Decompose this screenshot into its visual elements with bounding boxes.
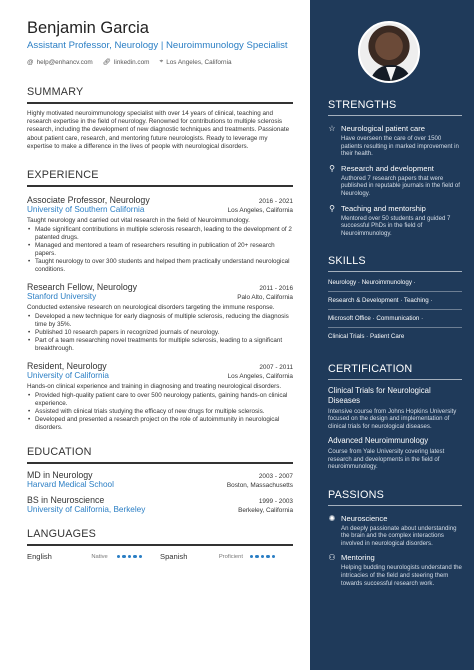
job-bullet: • Taught neurology to over 300 students and helped them practically understand neurological conditions.: [35, 258, 293, 274]
language-proficiency-dots: [117, 555, 142, 558]
job-location: Los Angeles, California: [227, 207, 293, 215]
proficiency-dot: [139, 555, 142, 558]
avatar: [358, 21, 420, 83]
job-location: Palo Alto, California: [237, 294, 293, 302]
strength-desc: Mentored over 50 students and guided 7 successful PhDs in the field of Neuroimmunology.: [341, 214, 451, 237]
passion-desc: Helping budding neurologists understand the intricacies of the field and steering them towards successful research work.: [341, 564, 462, 587]
strength-desc: Have overseen the care of over 1500 patients resulting in marked improvement in their health.: [341, 135, 459, 158]
school: Harvard Medical School: [27, 480, 114, 490]
language-proficiency-dots: [250, 555, 275, 558]
job-bullet: • Developed and presented a research project on the role of autoimmunity in neurological disorders.: [35, 416, 293, 432]
strength-title: Research and development: [341, 163, 434, 173]
degree: MD in Neurology: [27, 470, 93, 481]
summary-text: Highly motivated neuroimmunology specialist with over 14 years of clinical, teaching and research expertise in the field of neurology. Renowned for contributions to multiple sclerosis research, including the development of new diagnostic techniques and treatments. Passionate about patient care, research, and mentoring future neurologists. Ready to leverage my expertise to make a difference in the lives of people with neurological disorders.: [27, 110, 290, 150]
job-location: Los Angeles, California: [227, 373, 293, 381]
education-entry: [27, 495, 293, 514]
languages-heading: LANGUAGES: [27, 528, 293, 546]
education-dates: 2003 - 2007: [258, 473, 293, 481]
skills-heading: SKILLS: [328, 255, 462, 272]
job-description: Conducted extensive research on neurological disorders targeting the immune response.: [27, 304, 275, 312]
at-icon: @: [27, 58, 34, 66]
job-description: Taught neurology and carried out vital research in the field of Neuroimmunology.: [27, 217, 250, 225]
skill-row: Microsoft Office · Communication ·: [328, 310, 462, 328]
passion-desc: An deeply passionate about understanding the brain and the complex interactions involved in neurological disorders.: [341, 524, 457, 547]
lightbulb-icon: ⚲: [329, 203, 335, 213]
degree: BS in Neuroscience: [27, 495, 105, 506]
certification-desc: Course from Yale University covering latest research and developments in the field of neuroimmunology.: [328, 447, 445, 471]
language-name: Spanish: [160, 552, 188, 562]
job-title: Associate Professor, Neurology: [27, 195, 150, 206]
job-title: Research Fellow, Neurology: [27, 282, 138, 293]
job-organization: Stanford University: [27, 292, 97, 302]
certification-title: Clinical Trials for Neurological Diseases: [328, 386, 431, 405]
passion-item: [328, 514, 462, 548]
job-bullet: • Developed a new technique for early diagnosis of multiple sclerosis, reducing the diagnosis time by 35%.: [35, 313, 293, 329]
strength-title: Teaching and mentorship: [341, 203, 426, 213]
candidate-title: Assistant Professor, Neurology | Neuroimmunology Specialist: [27, 40, 288, 51]
education-entry: [27, 470, 293, 489]
contact-bar: [27, 58, 293, 66]
star-icon: ☆: [328, 124, 336, 133]
skill-row: Clinical Trials · Patient Care: [328, 333, 405, 341]
passions-heading: PASSIONS: [328, 489, 462, 506]
strength-item: [328, 204, 462, 238]
email-link[interactable]: help@enhancv.com: [36, 58, 93, 66]
proficiency-dot: [250, 555, 253, 558]
sidebar: [310, 0, 474, 670]
skill-row: Research & Development · Teaching ·: [328, 292, 462, 310]
proficiency-dot: [122, 555, 125, 558]
education-heading: EDUCATION: [27, 446, 293, 464]
school-location: Boston, Massachusetts: [226, 482, 293, 490]
job-dates: 2016 - 2021: [258, 198, 293, 206]
neuron-icon: ✺: [328, 513, 336, 523]
certification-item: [328, 386, 462, 430]
job-organization: University of California: [27, 371, 109, 381]
proficiency-dot: [133, 555, 136, 558]
languages-row: [27, 552, 293, 561]
job-dates: 2007 - 2011: [259, 364, 293, 372]
job-bullet: • Managed and mentored a team of researchers resulting in publication of 20+ research papers.: [35, 242, 293, 258]
job-bullet: • Published 10 research papers in recognized journals of neurology.: [35, 329, 293, 337]
strength-item: [328, 124, 462, 158]
job-entry: [27, 282, 293, 353]
location-text: Los Angeles, California: [166, 58, 232, 66]
job-entry: [27, 361, 293, 432]
language-level: Native: [91, 553, 108, 560]
job-description: Hands-on clinical experience and training in diagnosing and treating neurological disorders.: [27, 383, 282, 391]
passion-title: Neuroscience: [341, 513, 388, 523]
certification-desc: Intensive course from Johns Hopkins University focused on the design and implementation of clinical trials for neurological diseases.: [328, 407, 457, 430]
job-bullet: • Provided high-quality patient care to over 500 neurology patients, gaining hands-on clinical experience.: [35, 392, 293, 408]
experience-heading: EXPERIENCE: [27, 169, 293, 187]
job-organization: University of Southern California: [27, 205, 145, 215]
job-bullet: • Made significant contributions in multiple sclerosis research, leading to the development of 2 patented drugs.: [35, 226, 293, 242]
skill-row: Neurology · Neuroimmunology ·: [328, 274, 462, 292]
job-bullet: • Part of a team researching novel treatments for multiple sclerosis, leading to a significant breakthrough.: [35, 337, 293, 353]
summary-heading: SUMMARY: [27, 86, 293, 104]
certification-title: Advanced Neuroimmunology: [328, 436, 429, 446]
proficiency-dot: [128, 555, 131, 558]
job-bullet: • Assisted with clinical trials studying the efficacy of new drugs for multiple sclerosis.: [35, 408, 293, 416]
candidate-name: Benjamin Garcia: [27, 19, 149, 37]
proficiency-dot: [255, 555, 258, 558]
school-location: Berkeley, California: [238, 507, 293, 515]
strength-desc: Authored 7 research papers that were published in reputable journals in the field of Neurology.: [341, 174, 460, 197]
linkedin-link[interactable]: linkedin.com: [113, 58, 150, 66]
lightbulb-icon: ⚲: [329, 163, 335, 173]
proficiency-dot: [117, 555, 120, 558]
language-name: English: [27, 552, 52, 562]
passion-title: Mentoring: [341, 553, 375, 563]
link-icon: 🔗︎: [102, 59, 111, 66]
job-dates: 2011 - 2016: [259, 285, 293, 293]
certification-item: [328, 436, 462, 470]
education-dates: 1999 - 2003: [258, 498, 293, 506]
job-title: Resident, Neurology: [27, 361, 107, 372]
strength-title: Neurological patient care: [341, 124, 426, 133]
proficiency-dot: [261, 555, 264, 558]
passion-item: [328, 553, 462, 587]
certification-heading: CERTIFICATION: [328, 363, 462, 380]
job-entry: [27, 195, 293, 274]
location-icon: ⌖: [159, 58, 164, 65]
strength-item: [328, 164, 462, 198]
language-level: Proficient: [218, 553, 243, 560]
strengths-heading: STRENGTHS: [328, 99, 462, 116]
mentoring-icon: ⚇: [328, 553, 336, 563]
proficiency-dot: [272, 555, 275, 558]
proficiency-dot: [266, 555, 269, 558]
school: University of California, Berkeley: [27, 505, 146, 515]
